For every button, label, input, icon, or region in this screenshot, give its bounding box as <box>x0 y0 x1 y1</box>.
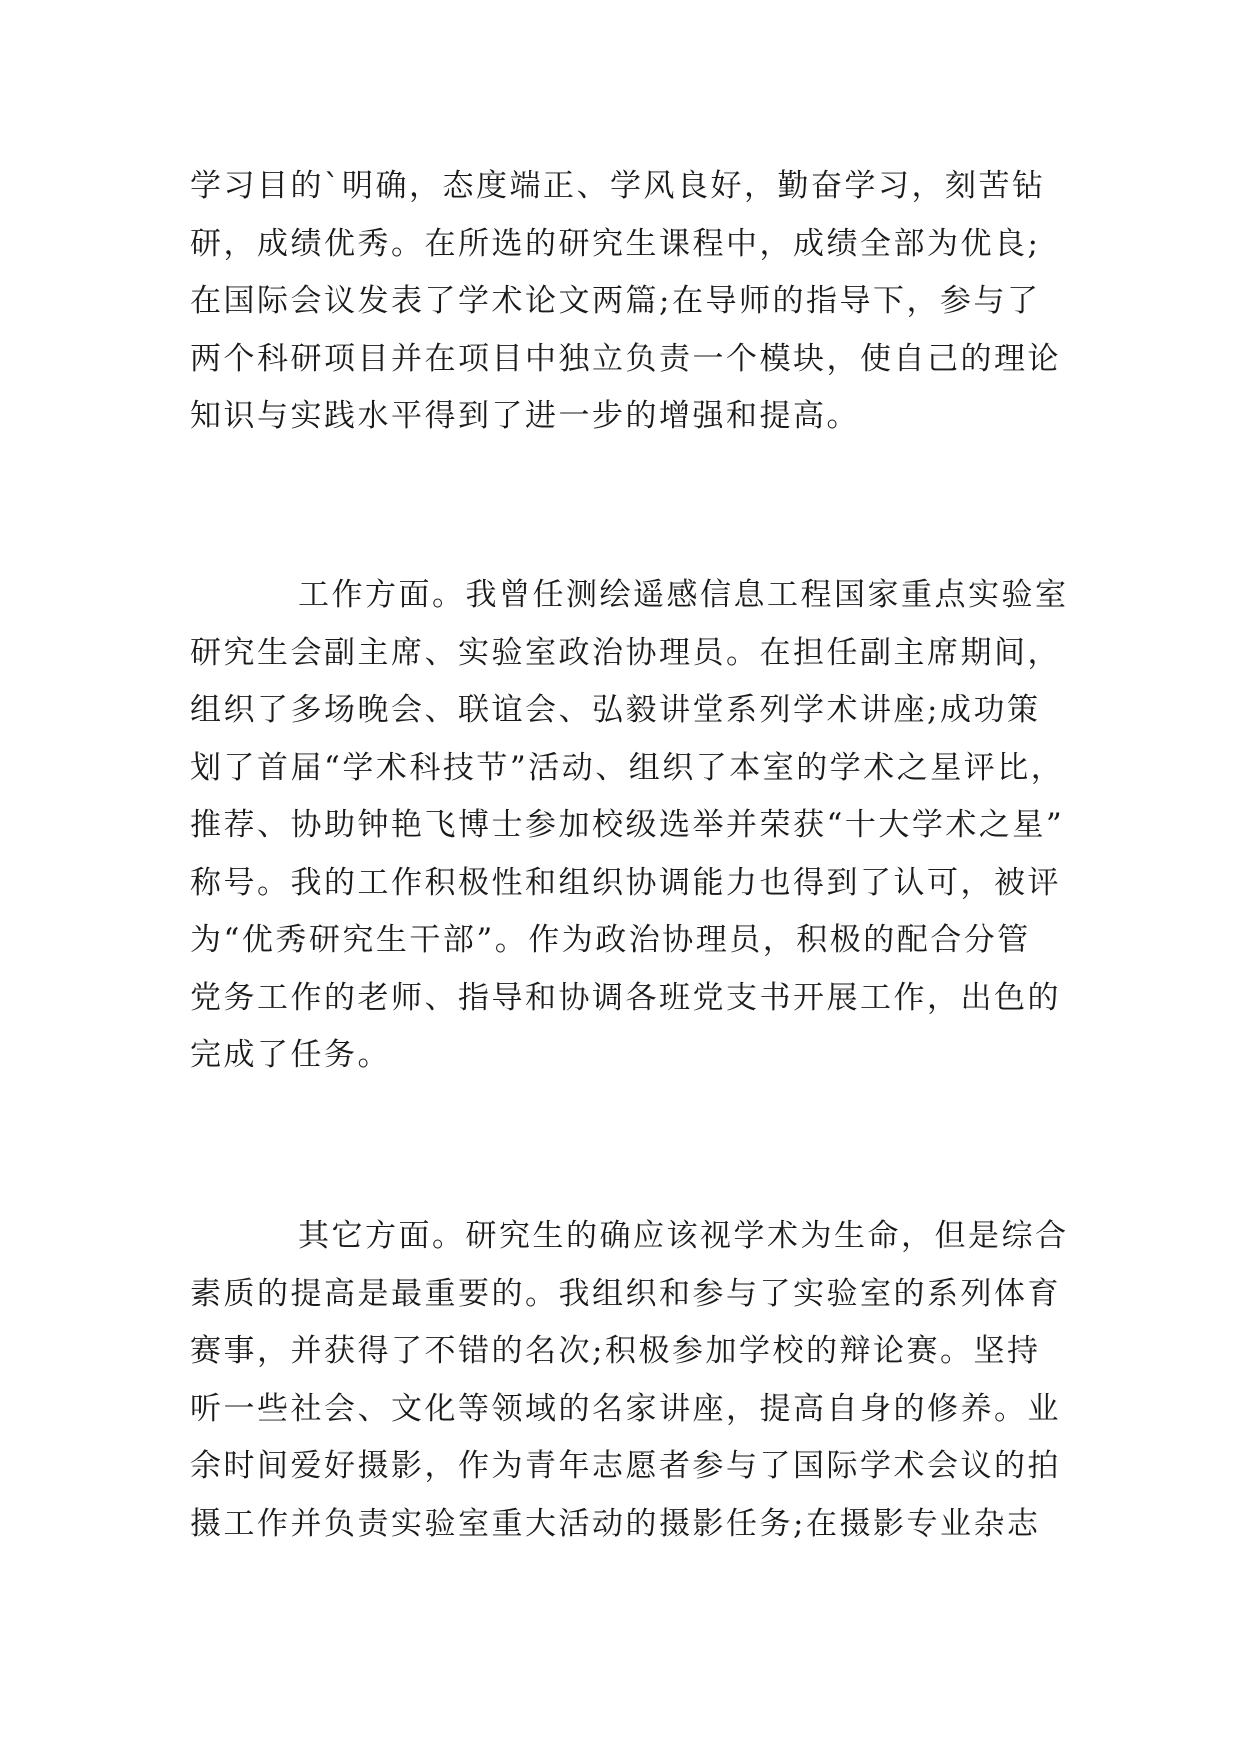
text-line: 摄工作并负责实验室重大活动的摄影任务;在摄影专业杂志 <box>190 1505 1041 1542</box>
text-line: 研究生会副主席、实验室政治协理员。在担任副主席期间， <box>190 634 1061 671</box>
text-line: 知识与实践水平得到了进一步的增强和提高。 <box>190 398 860 434</box>
text-line: 组织了多场晚会、联谊会、弘毅讲堂系列学术讲座;成功策 <box>190 692 1041 728</box>
text-line: 余时间爱好摄影，作为青年志愿者参与了国际学术会议的拍 <box>190 1448 1061 1484</box>
text-line: 学习目的`明确，态度端正、学风良好，勤奋学习，刻苦钻 <box>190 168 1046 204</box>
paragraph-work <box>190 567 1069 1085</box>
text-line: 在国际会议发表了学术论文两篇;在导师的指导下，参与了 <box>190 283 1041 319</box>
text-line: 两个科研项目并在项目中独立负责一个模块，使自己的理论 <box>190 340 1061 377</box>
text-line: 推荐、协助钟艳飞博士参加校级选举并荣获“十大学术之星” <box>190 807 1065 843</box>
paragraph-other <box>190 1208 1069 1553</box>
text-line: 听一些社会、文化等领域的名家讲座，提高自身的修养。业 <box>190 1390 1061 1427</box>
text-line: 划了首届“学术科技节”活动、组织了本室的学术之星评比， <box>190 749 1065 786</box>
text-line: 赛事，并获得了不错的名次;积极参加学校的辩论赛。坚持 <box>190 1333 1041 1369</box>
text-line: 工作方面。我曾任测绘遥感信息工程国家重点实验室 <box>298 577 1069 613</box>
paragraph-study <box>190 158 1061 446</box>
text-line: 素质的提高是最重要的。我组织和参与了实验室的系列体育 <box>190 1275 1061 1312</box>
text-line: 称号。我的工作积极性和组织协调能力也得到了认可，被评 <box>190 864 1061 901</box>
text-line: 其它方面。研究生的确应该视学术为生命，但是综合 <box>298 1218 1069 1254</box>
text-line: 研，成绩优秀。在所选的研究生课程中，成绩全部为优良; <box>190 225 1041 262</box>
text-line: 为“优秀研究生干部”。作为政治协理员，积极的配合分管 <box>190 922 1031 958</box>
text-line: 完成了任务。 <box>190 1037 391 1073</box>
text-line: 党务工作的老师、指导和协调各班党支书开展工作，出色的 <box>190 979 1061 1016</box>
